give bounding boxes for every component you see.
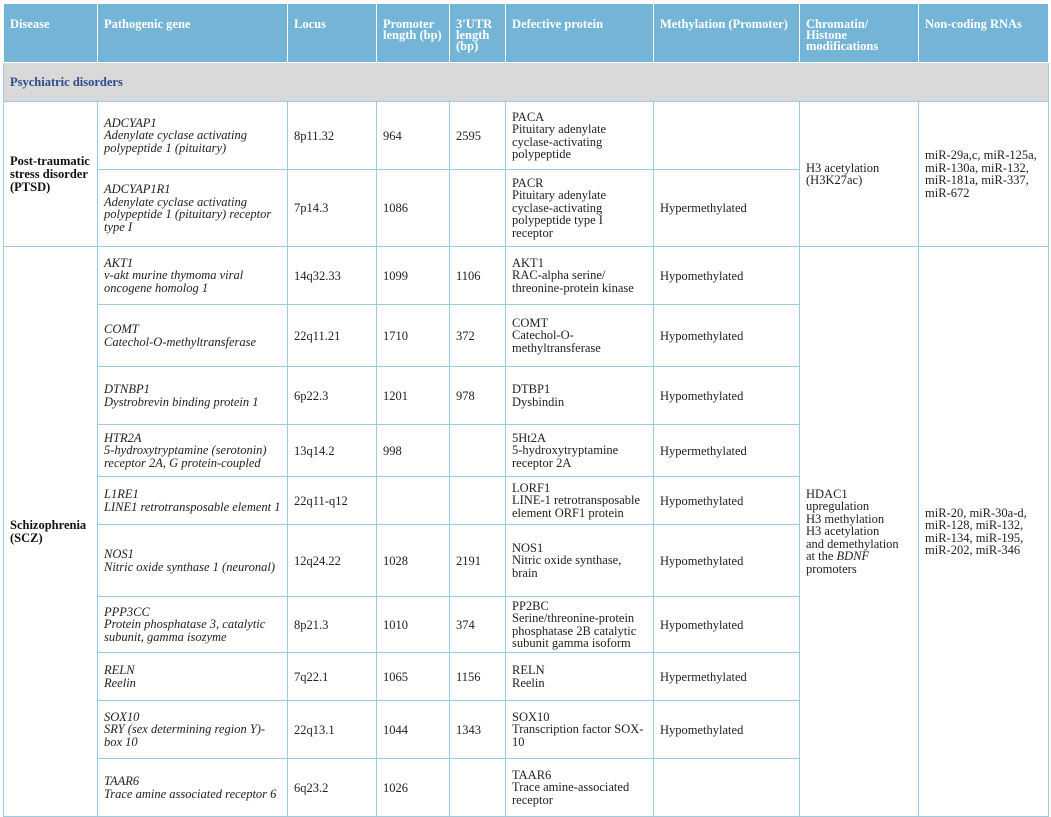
protein-name: LINE-1 retrotransposable element ORF1 protein <box>512 493 641 520</box>
protein-name: Nitric oxide synthase, brain <box>512 553 622 580</box>
methylation-cell: Hypermethylated <box>654 425 800 477</box>
protein-cell <box>506 102 654 170</box>
locus-cell: 7p14.3 <box>288 170 377 247</box>
chromatin-line: HDAC1 <box>806 486 848 501</box>
methylation-cell: Hypomethylated <box>654 247 800 305</box>
locus-cell: 7q22.1 <box>288 653 377 701</box>
ncrna-cell: miR-29a,c, miR-125a, miR-130a, miR-132, miR-181a, miR-337, miR-672 <box>919 102 1049 247</box>
header-locus: Locus <box>288 4 377 63</box>
table-row <box>4 102 1049 170</box>
protein-name: RAC-alpha serine/ threonine-protein kinase <box>512 268 634 295</box>
promoter-cell: 1026 <box>377 759 450 817</box>
header-methylation: Methylation (Promoter) <box>654 4 800 63</box>
gene-cell <box>98 425 288 477</box>
promoter-cell: 1010 <box>377 597 450 653</box>
protein-cell <box>506 247 654 305</box>
utr-cell: 2595 <box>450 102 506 170</box>
header-disease: Disease <box>4 4 98 63</box>
locus-cell: 22q13.1 <box>288 701 377 759</box>
gene-symbol: ADCYAP1 <box>104 115 157 130</box>
gene-name: Dystrobrevin binding protein 1 <box>104 394 259 409</box>
locus-cell: 22q11-q12 <box>288 477 377 525</box>
promoter-cell: 998 <box>377 425 450 477</box>
header-chromatin: Chromatin/ Histone modifications <box>800 4 919 63</box>
protein-cell <box>506 305 654 367</box>
gene-cell <box>98 170 288 247</box>
gene-cell <box>98 653 288 701</box>
protein-cell <box>506 597 654 653</box>
methylation-cell: Hypomethylated <box>654 477 800 525</box>
protein-name: Reelin <box>512 675 545 690</box>
chromatin-cell <box>800 247 919 817</box>
promoter-cell: 1028 <box>377 525 450 597</box>
utr-cell: 1156 <box>450 653 506 701</box>
gene-name: Catechol-O-methyltransferase <box>104 334 257 349</box>
protein-cell <box>506 701 654 759</box>
methylation-cell: Hypomethylated <box>654 367 800 425</box>
gene-name: SRY (sex determining region Y)-box 10 <box>104 722 266 749</box>
protein-symbol: LORF1 <box>512 480 551 495</box>
utr-cell: 1106 <box>450 247 506 305</box>
chromatin-line: promoters <box>806 561 857 576</box>
utr-cell: 372 <box>450 305 506 367</box>
promoter-cell: 1710 <box>377 305 450 367</box>
chromatin-cell: H3 acetylation (H3K27ac) <box>800 102 919 247</box>
locus-cell: 8p11.32 <box>288 102 377 170</box>
gene-symbol: RELN <box>104 663 135 677</box>
gene-symbol: TAAR6 <box>104 774 140 788</box>
protein-cell <box>506 525 654 597</box>
gene-symbol: PPP3CC <box>104 604 150 619</box>
protein-cell <box>506 477 654 525</box>
gene-cell <box>98 597 288 653</box>
protein-name: Transcription factor SOX-10 <box>512 722 644 749</box>
methylation-cell: Hypomethylated <box>654 305 800 367</box>
gene-symbol: ADCYAP1R1 <box>104 182 171 196</box>
utr-cell: 2191 <box>450 525 506 597</box>
header-row <box>4 4 1049 63</box>
ncrna-cell: miR-20, miR-30a-d, miR-128, miR-132, miR-134, miR-195, miR-202, miR-346 <box>919 247 1049 817</box>
promoter-cell: 1201 <box>377 367 450 425</box>
header-promoter: Promoter length (bp) <box>377 4 450 63</box>
protein-name: Pituitary adenylate cyclase-activating polypeptide type I receptor <box>512 188 607 240</box>
locus-cell: 22q11.21 <box>288 305 377 367</box>
gene-name: Protein phosphatase 3, catalytic subunit, gamma isozyme <box>104 617 266 644</box>
gene-cell <box>98 759 288 817</box>
locus-cell: 13q14.2 <box>288 425 377 477</box>
gene-cell <box>98 247 288 305</box>
gene-symbol: HTR2A <box>104 430 142 445</box>
gene-name: Trace amine associated receptor 6 <box>104 786 277 801</box>
protein-cell <box>506 653 654 701</box>
utr-cell <box>450 477 506 525</box>
header-ncrna: Non-coding RNAs <box>919 4 1049 63</box>
promoter-cell: 1099 <box>377 247 450 305</box>
locus-cell: 8p21.3 <box>288 597 377 653</box>
protein-symbol: COMT <box>512 315 549 330</box>
section-title: Psychiatric disorders <box>4 63 1049 102</box>
header-gene: Pathogenic gene <box>98 4 288 63</box>
utr-cell: 1343 <box>450 701 506 759</box>
methylation-cell <box>654 759 800 817</box>
gene-name: 5-hydroxytryptamine (serotonin) receptor 2A, G protein-coupled <box>104 443 267 470</box>
chromatin-line: and demethylation <box>806 536 899 551</box>
promoter-cell: 964 <box>377 102 450 170</box>
gene-symbol: NOS1 <box>104 547 134 561</box>
protein-name: Serine/threonine-protein phosphatase 2B catalytic subunit gamma isoform <box>512 611 637 650</box>
locus-cell: 12q24.22 <box>288 525 377 597</box>
gene-symbol: DTNBP1 <box>104 382 150 396</box>
protein-cell <box>506 425 654 477</box>
methylation-cell <box>654 102 800 170</box>
protein-name: Catechol-O- methyltransferase <box>512 328 601 355</box>
protein-symbol: PACR <box>512 175 544 190</box>
gene-name: Adenylate cyclase activating polypeptide 1 (pituitary) receptor type I <box>104 194 272 234</box>
gene-cell <box>98 305 288 367</box>
protein-symbol: TAAR6 <box>512 767 552 782</box>
gene-cell <box>98 477 288 525</box>
chromatin-line: H3 methylation <box>806 511 885 526</box>
chromatin-gene: BDNF <box>836 549 870 564</box>
disease-cell: Post-traumatic stress disorder (PTSD) <box>4 102 98 247</box>
gene-cell <box>98 367 288 425</box>
promoter-cell <box>377 477 450 525</box>
methylation-cell: Hypomethylated <box>654 597 800 653</box>
gene-cell <box>98 102 288 170</box>
utr-cell <box>450 170 506 247</box>
protein-symbol: RELN <box>512 663 545 677</box>
protein-symbol: PP2BC <box>512 598 549 613</box>
gene-symbol: COMT <box>104 322 139 336</box>
chromatin-line: H3 acetylation <box>806 524 880 539</box>
gene-name: Adenylate cyclase activating polypeptide 1 (pituitary) <box>104 128 247 155</box>
gene-name: Nitric oxide synthase 1 (neuronal) <box>104 559 276 574</box>
utr-cell <box>450 759 506 817</box>
locus-cell: 6p22.3 <box>288 367 377 425</box>
promoter-cell: 1044 <box>377 701 450 759</box>
promoter-cell: 1086 <box>377 170 450 247</box>
header-protein: Defective protein <box>506 4 654 63</box>
chromatin-line: at the <box>806 549 834 564</box>
locus-cell: 6q23.2 <box>288 759 377 817</box>
gene-symbol: L1RE1 <box>104 487 139 501</box>
protein-symbol: DTBP1 <box>512 382 551 396</box>
header-utr: 3'UTR length (bp) <box>450 4 506 63</box>
methylation-cell: Hypomethylated <box>654 525 800 597</box>
gene-cell <box>98 701 288 759</box>
protein-cell <box>506 759 654 817</box>
protein-cell <box>506 170 654 247</box>
protein-symbol: 5Ht2A <box>512 430 547 445</box>
protein-name: Dysbindin <box>512 394 565 409</box>
protein-cell <box>506 367 654 425</box>
protein-symbol: AKT1 <box>512 255 544 270</box>
protein-name: 5-hydroxytryptamine receptor 2A <box>512 443 619 470</box>
gene-name: Reelin <box>104 675 136 690</box>
utr-cell <box>450 425 506 477</box>
section-row <box>4 63 1049 102</box>
gene-cell <box>98 525 288 597</box>
table-row <box>4 247 1049 305</box>
gene-symbol: AKT1 <box>104 255 134 270</box>
methylation-cell: Hypermethylated <box>654 653 800 701</box>
methylation-cell: Hypomethylated <box>654 701 800 759</box>
protein-symbol: NOS1 <box>512 540 544 555</box>
gene-table <box>3 3 1049 817</box>
gene-symbol: SOX10 <box>104 709 140 724</box>
utr-cell: 978 <box>450 367 506 425</box>
protein-symbol: SOX10 <box>512 709 550 724</box>
protein-name: Pituitary adenylate cyclase-activating polypeptide <box>512 122 607 161</box>
locus-cell: 14q32.33 <box>288 247 377 305</box>
methylation-cell: Hypermethylated <box>654 170 800 247</box>
protein-symbol: PACA <box>512 109 545 124</box>
promoter-cell: 1065 <box>377 653 450 701</box>
disease-cell: Schizophrenia (SCZ) <box>4 247 98 817</box>
protein-name: Trace amine-associated receptor <box>512 780 630 807</box>
gene-name: LINE1 retrotransposable element 1 <box>104 499 281 514</box>
chromatin-line: upregulation <box>806 499 870 514</box>
utr-cell: 374 <box>450 597 506 653</box>
gene-name: v-akt murine thymoma viral oncogene homolog 1 <box>104 268 244 295</box>
